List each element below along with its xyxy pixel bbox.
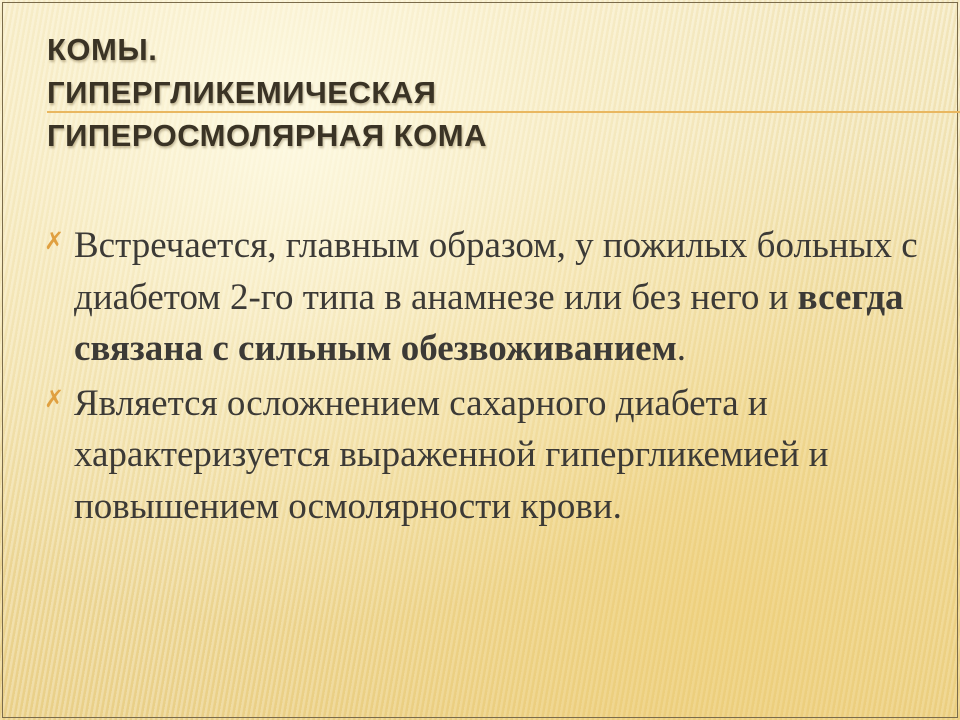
list-item <box>44 378 924 533</box>
x-bullet-icon: ✗ <box>44 227 65 255</box>
title-line-1: КОМЫ. <box>47 32 158 67</box>
list-item-text-end: . <box>676 328 687 369</box>
list-item-text: Встречается, главным образом, у пожилых больных с диабетом 2-го типа в анамнезе или без него и <box>74 225 918 318</box>
list-item-text: Является осложнением сахарного диабета и характеризуется выраженной гипергликемией и повышением осмолярности крови. <box>74 382 829 527</box>
title-line-3: ГИПЕРОСМОЛЯРНАЯ КОМА <box>47 118 487 153</box>
title-divider <box>47 111 960 113</box>
list-item-emphasis: всегда связана с сильным обезвоживанием <box>74 276 904 369</box>
slide-title <box>47 28 487 157</box>
x-bullet-icon: ✗ <box>44 384 65 413</box>
title-line-2: ГИПЕРГЛИКЕМИЧЕСКАЯ <box>47 75 437 110</box>
list-item <box>44 220 924 375</box>
bullet-list <box>44 220 924 535</box>
